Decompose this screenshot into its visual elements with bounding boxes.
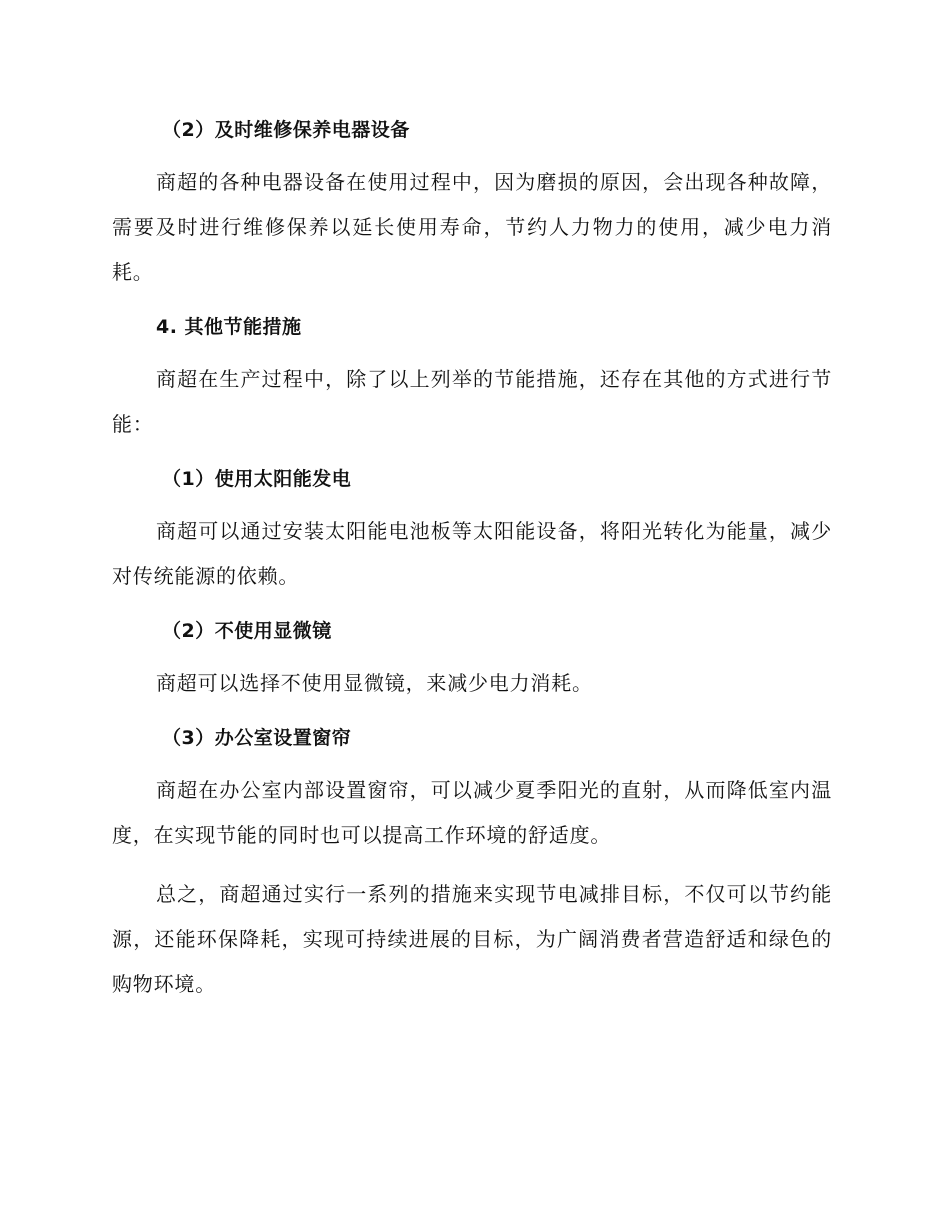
paragraph-no-microscope: 商超可以选择不使用显微镜，来减少电力消耗。 xyxy=(156,671,593,695)
paragraph-solar-power: 商超可以通过安装太阳能电池板等太阳能设备，将阳光转化为能量，减少对传统能源的依赖。 xyxy=(112,519,832,588)
subheading-office-curtains: （3）办公室设置窗帘 xyxy=(162,727,352,749)
paragraph-office-curtains: 商超在办公室内部设置窗帘，可以减少夏季阳光的直射，从而降低室内温度，在实现节能的同时也可以提高工作环境的舒适度。 xyxy=(112,778,832,847)
paragraph-conclusion: 总之，商超通过实行一系列的措施来实现节电减排目标，不仅可以节约能源，还能环保降耗，实现可持续进展的目标，为广阔消费者营造舒适和绿色的购物环境。 xyxy=(112,882,832,996)
subheading-repair-maintenance: （2）及时维修保养电器设备 xyxy=(162,119,410,141)
subheading-no-microscope: （2）不使用显微镜 xyxy=(162,620,332,642)
paragraph-repair-maintenance: 商超的各种电器设备在使用过程中，因为磨损的原因，会出现各种故障，需要及时进行维修保养以延长使用寿命，节约人力物力的使用，减少电力消耗。 xyxy=(112,170,832,284)
document-body xyxy=(112,112,832,1007)
section-heading-other-measures: 4. 其他节能措施 xyxy=(156,316,302,338)
paragraph-other-measures: 商超在生产过程中，除了以上列举的节能措施，还存在其他的方式进行节能： xyxy=(112,367,832,436)
subheading-solar-power: （1）使用太阳能发电 xyxy=(162,468,352,490)
